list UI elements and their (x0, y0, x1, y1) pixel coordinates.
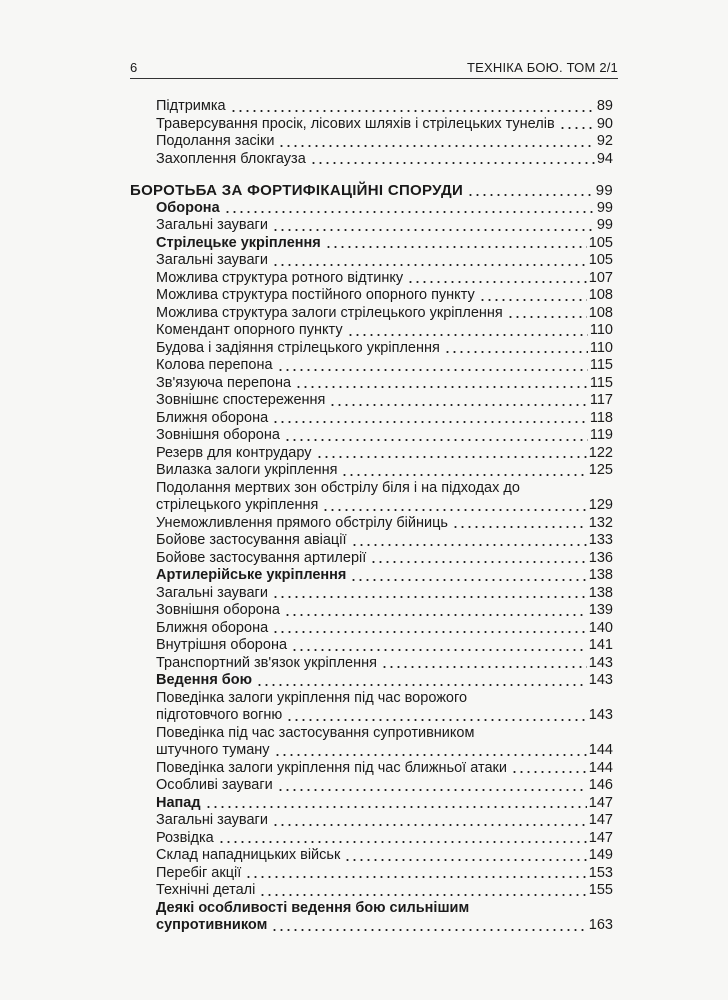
dot-leader (351, 544, 587, 546)
toc-entry-title: штучного туману (156, 742, 270, 758)
toc-entry-title: Подолання мертвих зон обстрілу біля і на підходах до (156, 479, 520, 496)
dot-leader (310, 162, 595, 164)
toc-entry-title: Транспортний зв'язок укріплення (156, 654, 377, 671)
toc-entry[interactable] (130, 98, 613, 116)
dot-leader (350, 579, 586, 581)
toc-entry-title: Технічні деталі (156, 882, 256, 898)
toc-entry[interactable] (130, 497, 613, 515)
toc-top-group (130, 98, 613, 168)
toc-entry[interactable] (130, 217, 613, 235)
toc-entry[interactable] (130, 532, 613, 550)
toc-entry[interactable] (130, 427, 613, 445)
toc-entry-title: Можлива структура постійного опорного пункту (156, 287, 475, 303)
toc-entry-title: Напад (156, 794, 201, 811)
toc-entry-page: 99 (596, 199, 613, 216)
dot-leader (344, 859, 586, 861)
toc-entry-title: Артилерійське укріплення (156, 567, 347, 583)
dot-leader (272, 631, 587, 633)
toc-entry[interactable] (130, 480, 613, 498)
toc-entry[interactable] (130, 847, 613, 865)
toc-entry[interactable] (130, 116, 613, 134)
toc-entry[interactable] (130, 252, 613, 270)
toc-entry-title: Бойове застосування артилерії (156, 549, 367, 566)
toc-entry-title: Траверсування просік, лісових шляхів і стрілецьких тунелів (156, 115, 555, 132)
toc-entry[interactable] (130, 620, 613, 638)
toc-entry-page: 163 (588, 917, 613, 933)
toc-entry[interactable] (130, 760, 613, 778)
toc-entry[interactable] (130, 462, 613, 480)
dot-leader (329, 404, 587, 406)
toc-entry-page: 110 (589, 322, 613, 338)
toc-entry-page: 133 (588, 532, 613, 548)
toc-entry-title: Поведінка під час застосування супротивником (156, 724, 475, 741)
toc-entry-page: 107 (588, 269, 613, 286)
toc-entry[interactable] (130, 151, 613, 169)
dot-leader (284, 439, 588, 441)
table-of-contents (130, 98, 613, 935)
toc-entry[interactable] (130, 637, 613, 655)
toc-entry[interactable] (130, 235, 613, 253)
toc-entry[interactable] (130, 270, 613, 288)
dot-leader (272, 596, 587, 598)
dot-leader (205, 806, 587, 808)
dot-leader (272, 824, 587, 826)
toc-entry-page: 146 (588, 777, 613, 793)
toc-entries (130, 200, 613, 935)
book-title: ТЕХНІКА БОЮ. ТОМ 2/1 (467, 60, 618, 75)
dot-leader (272, 421, 588, 423)
dot-leader (230, 110, 595, 112)
toc-entry-title: Можлива структура ротного відтинку (156, 269, 404, 286)
toc-entry-title: Захоплення блокгауза (156, 150, 306, 167)
toc-entry-page: 143 (588, 654, 613, 671)
toc-entry-page: 119 (589, 427, 613, 443)
dot-leader (507, 316, 587, 318)
toc-entry-page: 149 (588, 847, 613, 863)
dot-leader (259, 894, 586, 896)
toc-entry-page: 147 (588, 812, 613, 828)
toc-entry-page: 118 (589, 409, 613, 426)
toc-entry-title: Ведення бою (156, 672, 253, 688)
toc-entry-page: 105 (588, 252, 613, 268)
toc-entry[interactable] (130, 133, 613, 151)
toc-entry-page: 147 (588, 794, 613, 811)
dot-leader (559, 127, 595, 129)
page-number: 6 (130, 60, 138, 75)
toc-entry-page: 136 (588, 549, 613, 566)
toc-entry[interactable] (130, 515, 613, 533)
toc-entry-page: 99 (596, 217, 613, 233)
dot-leader (277, 369, 588, 371)
dot-leader (224, 211, 595, 213)
dot-leader (347, 334, 588, 336)
dot-leader (291, 649, 587, 651)
toc-entry-title: Колова перепона (156, 357, 273, 373)
toc-entry[interactable] (130, 357, 613, 375)
toc-entry[interactable] (130, 882, 613, 900)
toc-entry[interactable] (130, 567, 613, 585)
toc-entry-page: 115 (589, 374, 613, 391)
toc-entry-title: Зовнішня оборона (156, 427, 280, 443)
dot-leader (272, 229, 595, 231)
toc-entry-page: 94 (596, 150, 613, 167)
dot-leader (467, 194, 594, 196)
toc-entry-page: 110 (589, 339, 613, 356)
dot-leader (479, 299, 587, 301)
toc-entry[interactable] (130, 392, 613, 410)
toc-entry-page: 144 (588, 759, 613, 776)
toc-entry-page: 90 (596, 115, 613, 132)
section-page: 99 (595, 182, 613, 199)
toc-entry[interactable] (130, 672, 613, 690)
toc-entry-title: Ближня оборона (156, 409, 269, 426)
toc-entry-title: Зв'язуюча перепона (156, 374, 292, 391)
running-header (130, 58, 618, 79)
toc-entry-page: 153 (588, 864, 613, 881)
toc-entry-title: Бойове застосування авіації (156, 532, 347, 548)
toc-entry[interactable] (130, 340, 613, 358)
toc-entry-page: 89 (596, 98, 613, 114)
toc-entry[interactable] (130, 917, 613, 935)
dot-leader (407, 281, 587, 283)
dot-leader (256, 684, 587, 686)
toc-entry[interactable] (130, 602, 613, 620)
toc-entry-title: Зовнішнє спостереження (156, 392, 326, 408)
dot-leader (272, 264, 587, 266)
dot-leader (277, 789, 587, 791)
dot-leader (295, 386, 588, 388)
toc-entry[interactable] (130, 742, 613, 760)
toc-entry-title: Загальні зауваги (156, 584, 268, 601)
dot-leader (370, 561, 587, 563)
toc-entry[interactable] (130, 287, 613, 305)
dot-leader (271, 929, 586, 931)
toc-entry[interactable] (130, 410, 613, 428)
toc-entry-page: 129 (588, 497, 613, 513)
toc-entry-page: 143 (588, 672, 613, 688)
toc-entry-title: Підтримка (156, 98, 226, 114)
toc-entry-page: 139 (588, 602, 613, 618)
toc-entry[interactable] (130, 777, 613, 795)
toc-entry-title: супротивником (156, 917, 268, 933)
toc-entry-page: 122 (588, 444, 613, 461)
toc-entry-page: 141 (588, 637, 613, 653)
toc-entry-page: 144 (588, 742, 613, 758)
toc-entry-page: 140 (588, 619, 613, 636)
toc-entry[interactable] (130, 830, 613, 848)
toc-entry[interactable] (130, 865, 613, 883)
toc-entry-page: 147 (588, 829, 613, 846)
dot-leader (278, 145, 594, 147)
toc-entry[interactable] (130, 900, 613, 918)
toc-entry-title: Комендант опорного пункту (156, 322, 343, 338)
toc-entry-title: Загальні зауваги (156, 217, 268, 233)
toc-entry-title: Склад нападницьких військ (156, 847, 341, 863)
toc-entry-page: 115 (589, 357, 613, 373)
dot-leader (444, 351, 588, 353)
toc-entry-title: Зовнішня оборона (156, 602, 280, 618)
dot-leader (322, 509, 586, 511)
toc-entry-title: Поведінка залоги укріплення під час ворожого (156, 689, 468, 706)
toc-spacer (130, 168, 613, 182)
toc-entry-title: Резерв для контрудару (156, 444, 312, 461)
toc-entry-title: Оборона (156, 199, 220, 216)
toc-entry-page: 117 (589, 392, 613, 408)
toc-section-heading[interactable] (130, 182, 613, 200)
toc-entry-title: Внутрішня оборона (156, 637, 288, 653)
toc-entry-title: Унеможливлення прямого обстрілу бійниць (156, 514, 448, 531)
dot-leader (245, 876, 587, 878)
toc-entry[interactable] (130, 707, 613, 725)
toc-entry[interactable] (130, 795, 613, 813)
toc-entry[interactable] (130, 585, 613, 603)
toc-entry-page: 125 (588, 462, 613, 478)
dot-leader (284, 614, 587, 616)
toc-entry-page: 108 (588, 304, 613, 321)
dot-leader (381, 666, 587, 668)
dot-leader (218, 841, 587, 843)
toc-entry-title: Загальні зауваги (156, 252, 268, 268)
toc-entry-title: Особливі зауваги (156, 777, 273, 793)
toc-entry-page: 92 (596, 133, 613, 149)
toc-entry-page: 143 (588, 707, 613, 723)
toc-entry-title: Деякі особливості ведення бою сильнішим (156, 899, 470, 916)
toc-entry-page: 105 (588, 234, 613, 251)
toc-entry-page: 155 (588, 882, 613, 898)
toc-entry-title: Можлива структура залоги стрілецького укріплення (156, 304, 503, 321)
toc-entry-title: підготовчого вогню (156, 707, 283, 723)
toc-entry-title: Будова і задіяння стрілецького укріплення (156, 339, 440, 356)
toc-entry-page: 108 (588, 287, 613, 303)
toc-entry-title: Вилазка залоги укріплення (156, 462, 338, 478)
toc-entry[interactable] (130, 655, 613, 673)
toc-entry-title: Розвідка (156, 829, 214, 846)
toc-entry-page: 138 (588, 567, 613, 583)
toc-entry-title: Загальні зауваги (156, 812, 268, 828)
toc-entry[interactable] (130, 550, 613, 568)
toc-entry[interactable] (130, 200, 613, 218)
dot-leader (286, 719, 586, 721)
dot-leader (341, 474, 586, 476)
dot-leader (511, 771, 587, 773)
toc-entry[interactable] (130, 725, 613, 743)
toc-entry[interactable] (130, 322, 613, 340)
toc-entry-page: 132 (588, 514, 613, 531)
toc-entry[interactable] (130, 812, 613, 830)
toc-entry-title: Стрілецьке укріплення (156, 234, 321, 251)
toc-entry-title: Подолання засіки (156, 133, 275, 149)
toc-entry[interactable] (130, 375, 613, 393)
toc-entry-page: 138 (588, 584, 613, 601)
dot-leader (274, 754, 587, 756)
toc-entry[interactable] (130, 445, 613, 463)
toc-entry[interactable] (130, 690, 613, 708)
toc-entry-title: стрілецького укріплення (156, 497, 319, 513)
dot-leader (325, 246, 587, 248)
toc-entry-title: Поведінка залоги укріплення під час ближньої атаки (156, 759, 507, 776)
dot-leader (452, 526, 587, 528)
section-title: БОРОТЬБА ЗА ФОРТИФІКАЦІЙНІ СПОРУДИ (130, 182, 464, 199)
toc-entry-title: Перебіг акції (156, 864, 242, 881)
toc-entry-title: Ближня оборона (156, 619, 269, 636)
dot-leader (316, 456, 587, 458)
toc-entry[interactable] (130, 305, 613, 323)
